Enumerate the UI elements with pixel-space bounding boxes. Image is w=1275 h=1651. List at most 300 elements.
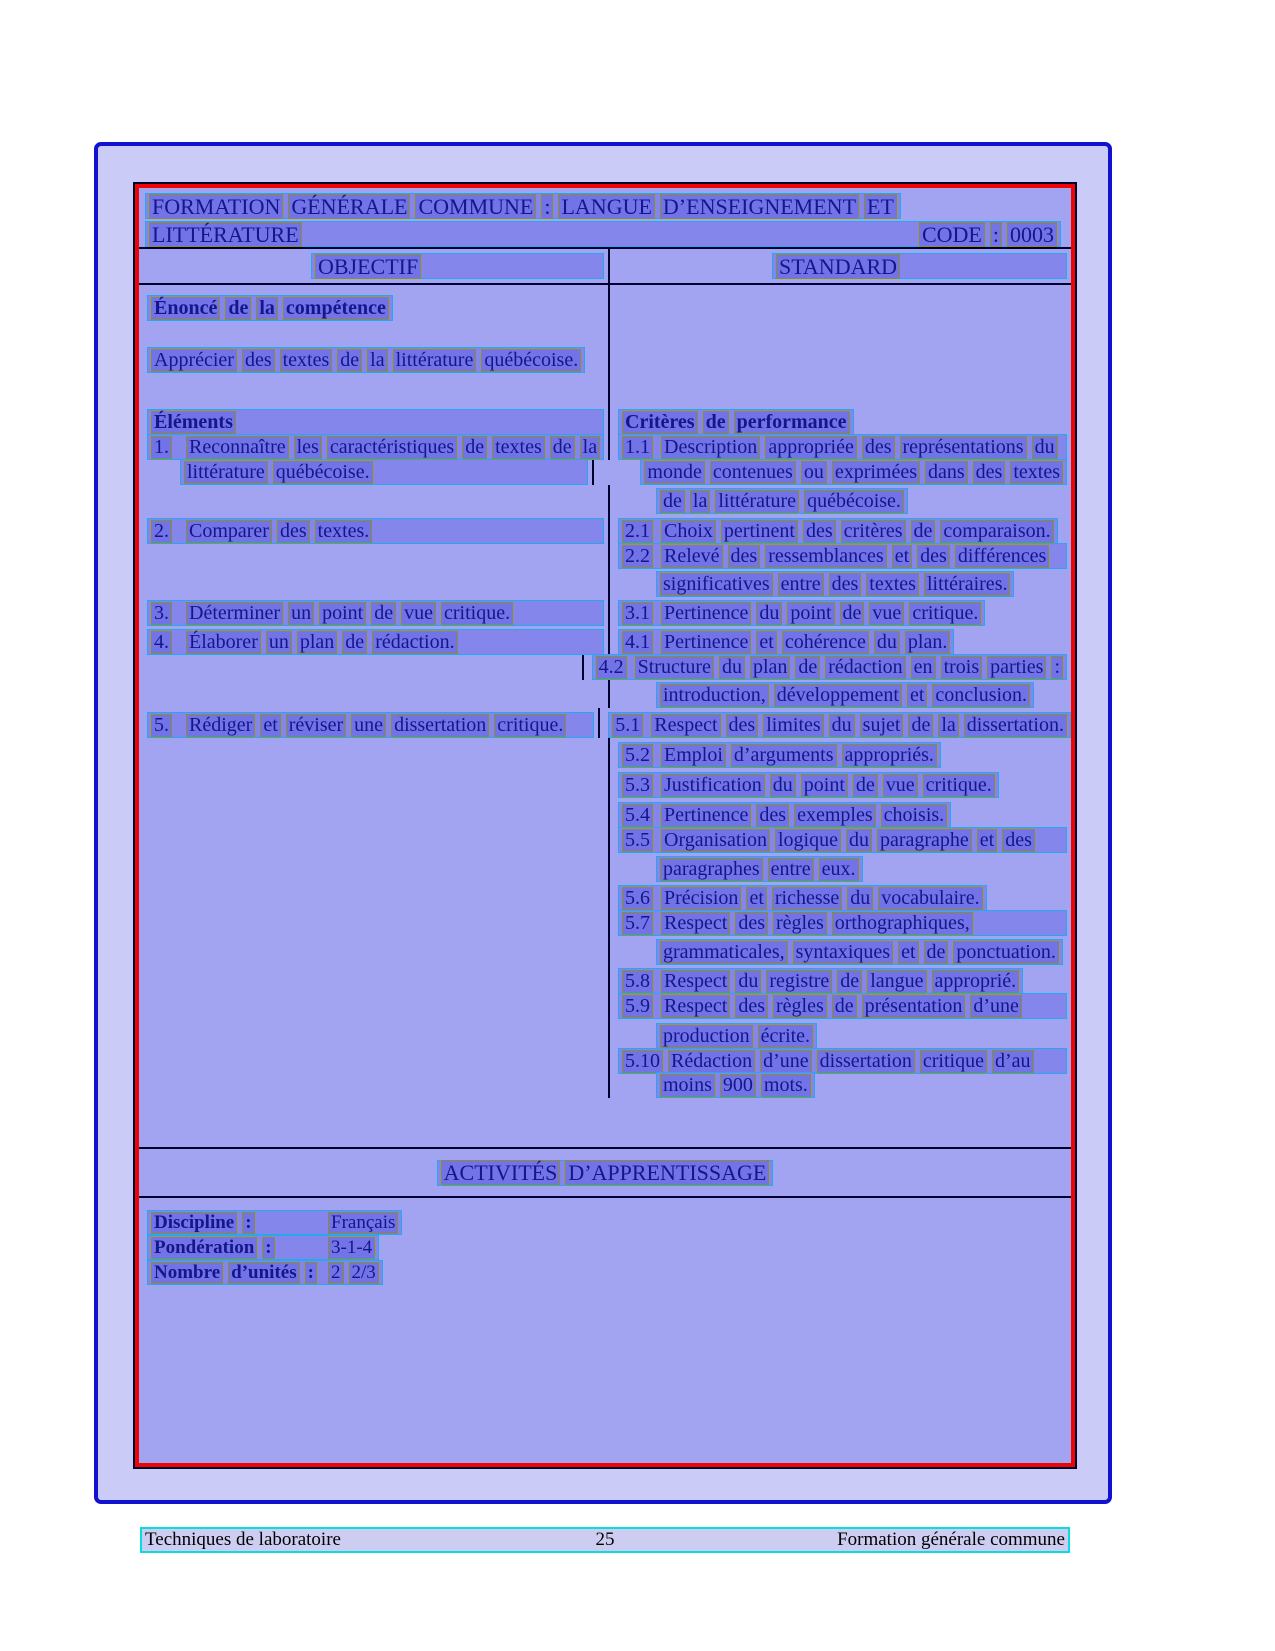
word-box: point	[801, 774, 848, 797]
content-row	[139, 1074, 1071, 1098]
content-row	[139, 994, 1071, 1019]
item-number	[622, 774, 656, 797]
word-box: littérature	[715, 490, 799, 513]
objectif-cell	[139, 518, 608, 544]
word-box: de	[371, 602, 396, 625]
content-row	[139, 569, 1071, 597]
content-row	[139, 544, 1071, 569]
word-box: du	[770, 774, 796, 797]
word-box: approprié.	[932, 970, 1020, 993]
content-row	[139, 882, 1071, 911]
word-box: Emploi	[661, 744, 726, 767]
word-box: textes	[866, 573, 919, 596]
word-box: Discipline	[151, 1212, 237, 1234]
standard-cell	[608, 798, 1071, 828]
word-box: du	[847, 887, 873, 910]
standard-cell	[608, 1074, 1071, 1098]
detail-row	[147, 1210, 1071, 1235]
standard-cell	[608, 738, 1071, 768]
content-row	[139, 708, 1071, 738]
item-line-strip	[147, 600, 604, 626]
item-number	[622, 912, 656, 935]
word-box: Structure	[635, 656, 714, 679]
word-box: Respect	[661, 912, 730, 935]
line-strip	[640, 459, 1067, 485]
word-box: :	[262, 1237, 274, 1259]
content-row	[139, 965, 1071, 994]
word-box: de	[660, 490, 685, 513]
word-box: 5.5	[622, 829, 653, 852]
word-box: et	[260, 714, 280, 737]
word-box: production	[660, 1025, 753, 1048]
content-row	[139, 853, 1071, 882]
word-box: 5.6	[622, 887, 653, 910]
title-code-strip	[145, 221, 1061, 247]
item-line-strip	[618, 600, 985, 626]
standard-cell	[608, 403, 1071, 435]
details-section	[139, 1198, 1071, 1463]
word-box: du	[1032, 436, 1058, 459]
column-header-standard	[608, 249, 1071, 283]
word-box: écrite.	[758, 1025, 813, 1048]
standard-cell	[608, 768, 1071, 798]
standard-cell	[608, 373, 1071, 403]
standard-cell	[608, 994, 1071, 1019]
word-box: ponctuation.	[953, 941, 1058, 964]
word-box: de	[337, 349, 362, 372]
word-box: des	[728, 545, 761, 568]
standard-cell	[608, 349, 1071, 373]
standard-cell	[608, 1049, 1071, 1074]
item-number	[622, 995, 656, 1018]
word-box: OBJECTIF	[315, 254, 421, 279]
word-box: 3.	[151, 602, 172, 625]
word-box: Comparer	[186, 520, 272, 543]
word-box: critique	[920, 1050, 987, 1073]
detail-row	[147, 1235, 1071, 1260]
content-row	[139, 626, 1071, 655]
line-strip	[656, 856, 863, 882]
footer-page-number: 25	[595, 1529, 615, 1550]
detail-value	[328, 1237, 375, 1259]
standard-cell	[608, 597, 1071, 626]
word-box: Relevé	[661, 545, 723, 568]
word-box: Critères	[622, 411, 698, 434]
word-box: richesse	[772, 887, 842, 910]
detail-strip	[147, 1235, 379, 1260]
word-box: littérature	[184, 461, 268, 484]
word-box: un	[288, 602, 314, 625]
objectif-cell	[139, 629, 608, 655]
word-box: cohérence	[782, 631, 869, 654]
word-box: du	[756, 602, 782, 625]
word-box: appropriés.	[842, 744, 937, 767]
standard-cell	[598, 708, 1071, 738]
word-box: 5.2	[622, 744, 653, 767]
spacer-row	[139, 373, 1071, 403]
word-box: règles	[773, 912, 827, 935]
standard-cell	[608, 680, 1071, 708]
word-box: littérature	[393, 349, 477, 372]
word-box: rédaction.	[372, 631, 457, 654]
word-box: Pertinence	[661, 631, 751, 654]
word-box: Rédiger	[186, 714, 255, 737]
word-box: d’unités	[228, 1262, 299, 1284]
word-box: du	[829, 714, 855, 737]
word-box: 0003	[1007, 222, 1057, 247]
word-box: 4.1	[622, 631, 653, 654]
item-number	[622, 436, 656, 459]
content-row	[139, 349, 1071, 373]
word-box: de	[832, 995, 857, 1018]
detail-label	[151, 1237, 323, 1259]
word-box: limites	[763, 714, 823, 737]
word-box: critique.	[923, 774, 995, 797]
line-strip	[656, 939, 1063, 965]
item-number	[151, 520, 181, 543]
item-number	[612, 714, 646, 737]
word-box: Élaborer	[186, 631, 261, 654]
word-box: 5.3	[622, 774, 653, 797]
standard-cell	[608, 321, 1071, 349]
word-box: et	[898, 941, 918, 964]
word-box: et	[756, 631, 776, 654]
word-box: 2/3	[349, 1262, 379, 1284]
spacer-row	[139, 321, 1071, 349]
word-box: du	[846, 829, 872, 852]
title-littérature-group	[149, 222, 302, 247]
word-box: trois	[941, 656, 983, 679]
word-box: Pertinence	[661, 602, 751, 625]
item-number	[596, 656, 630, 679]
word-box: de	[840, 602, 865, 625]
item-number	[622, 970, 656, 993]
word-box: pertinent	[721, 520, 798, 543]
word-box: entre	[768, 858, 814, 881]
content-row	[139, 460, 1071, 485]
item-line-strip	[592, 654, 1067, 680]
word-box: monde	[644, 461, 704, 484]
word-box: ACTIVITÉS	[441, 1160, 561, 1185]
code-label	[919, 222, 1057, 247]
word-box: la	[256, 297, 278, 320]
word-box: des	[803, 520, 836, 543]
item-line-strip	[147, 629, 604, 655]
word-box: plan	[297, 631, 337, 654]
word-box: Nombre	[151, 1262, 223, 1284]
word-box: représentations	[900, 436, 1027, 459]
item-line-strip	[618, 434, 1067, 460]
word-box: de	[462, 436, 487, 459]
word-box: :	[1051, 656, 1063, 679]
word-box: performance	[734, 411, 850, 434]
word-box: Pondération	[151, 1237, 257, 1259]
word-box: GÉNÉRALE	[288, 194, 410, 219]
content-row	[139, 435, 1071, 460]
standard-cell	[608, 965, 1071, 994]
item-number	[622, 545, 656, 568]
content-row	[139, 768, 1071, 798]
line-strip	[656, 571, 1014, 597]
word-box: caractéristiques	[327, 436, 457, 459]
item-line-strip	[147, 434, 604, 460]
column-header-objectif	[139, 249, 608, 283]
word-box: et	[977, 829, 997, 852]
footer-right: Formation générale commune	[837, 1529, 1065, 1550]
content-row	[139, 1049, 1071, 1074]
word-box: exprimées	[832, 461, 920, 484]
content-row	[139, 738, 1071, 768]
word-box: 3-1-4	[328, 1237, 375, 1259]
word-box: D’ENSEIGNEMENT	[660, 194, 859, 219]
word-box: de	[924, 941, 949, 964]
line-strip	[656, 1072, 815, 1098]
word-box: de	[225, 297, 251, 320]
word-box: 2.	[151, 520, 172, 543]
word-box: Respect	[651, 714, 720, 737]
standard-cell	[582, 655, 1071, 680]
word-box: des	[735, 995, 768, 1018]
word-box: des	[735, 912, 768, 935]
item-line-strip	[618, 518, 1058, 544]
word-box: 4.2	[596, 656, 627, 679]
word-box: et	[746, 887, 766, 910]
word-box: 3.1	[622, 602, 653, 625]
word-box: dissertation.	[964, 714, 1067, 737]
word-box: COMMUNE	[415, 194, 536, 219]
content-row	[139, 828, 1071, 853]
word-box: de	[837, 970, 862, 993]
word-box: d’une	[970, 995, 1022, 1018]
detail-row	[147, 1260, 1071, 1285]
word-box: Rédaction	[668, 1050, 755, 1073]
objectif-strip	[311, 253, 604, 279]
objectif-cell	[139, 347, 608, 373]
content-row	[139, 936, 1071, 965]
content-row	[139, 680, 1071, 708]
word-box: LANGUE	[558, 194, 654, 219]
detail-label	[151, 1262, 323, 1284]
word-box: Français	[328, 1212, 398, 1234]
word-box: québécoise.	[481, 349, 581, 372]
word-box: du	[735, 970, 761, 993]
word-box: dissertation	[817, 1050, 915, 1073]
word-box: de	[908, 714, 933, 737]
word-box: ou	[801, 461, 827, 484]
content-row	[139, 403, 1071, 435]
word-box: entre	[778, 573, 824, 596]
word-box: 5.4	[622, 804, 653, 827]
word-box: logique	[775, 829, 841, 852]
word-box: significatives	[660, 573, 773, 596]
word-box: et	[892, 545, 912, 568]
word-box: orthographiques,	[832, 912, 973, 935]
standard-cell	[608, 853, 1071, 882]
line-strip	[656, 682, 1034, 708]
word-box: appropriée	[765, 436, 857, 459]
word-box: :	[242, 1212, 254, 1234]
standard-cell	[608, 569, 1071, 597]
word-box: de	[703, 411, 729, 434]
word-box: conclusion.	[932, 684, 1030, 707]
word-box: exemples	[794, 804, 876, 827]
line-strip	[618, 409, 854, 435]
word-box: Pertinence	[661, 804, 751, 827]
word-box: en	[911, 656, 936, 679]
word-box: 1.	[151, 436, 172, 459]
word-box: des	[973, 461, 1006, 484]
word-box: 5.1	[612, 714, 643, 737]
item-number	[622, 520, 656, 543]
title-line-strip	[145, 193, 901, 219]
item-line-strip	[618, 742, 941, 768]
word-box: Déterminer	[186, 602, 283, 625]
table-title-row	[139, 188, 1071, 249]
word-box: :	[305, 1262, 317, 1284]
word-box: Énoncé	[151, 297, 220, 320]
activities-title-strip	[437, 1160, 774, 1186]
standard-cell	[608, 435, 1071, 460]
item-line-strip	[618, 993, 1067, 1019]
item-line-strip	[618, 543, 1067, 569]
item-number	[622, 829, 656, 852]
objectif-cell	[139, 459, 592, 485]
word-box: 2.1	[622, 520, 653, 543]
word-box: ET	[864, 194, 897, 219]
item-line-strip	[618, 885, 987, 911]
word-box: STANDARD	[776, 254, 900, 279]
word-box: 5.8	[622, 970, 653, 993]
word-box: Organisation	[661, 829, 770, 852]
content-row	[139, 655, 1071, 680]
content-row	[139, 485, 1071, 514]
word-box: 2	[328, 1262, 344, 1284]
word-box: réviser	[286, 714, 346, 737]
word-box: critique.	[441, 602, 513, 625]
standard-cell	[608, 1019, 1071, 1049]
item-number	[151, 436, 181, 459]
word-box: 5.	[151, 714, 172, 737]
line-strip	[656, 488, 908, 514]
word-box: un	[266, 631, 292, 654]
standard-cell	[608, 936, 1071, 965]
word-box: 1.1	[622, 436, 653, 459]
word-box: eux.	[819, 858, 859, 881]
objectif-standard-content	[139, 285, 1071, 1149]
objectif-cell	[139, 600, 608, 626]
word-box: CODE	[919, 222, 985, 247]
word-box: sujet	[860, 714, 904, 737]
word-box: différences	[955, 545, 1049, 568]
content-row	[139, 514, 1071, 544]
word-box: la	[580, 436, 600, 459]
word-box: 5.9	[622, 995, 653, 1018]
objectif-cell	[139, 434, 608, 460]
standard-cell	[608, 514, 1071, 544]
word-box: dissertation	[391, 714, 489, 737]
word-box: Apprécier	[151, 349, 237, 372]
item-line-strip	[618, 629, 954, 655]
word-box: plan.	[905, 631, 950, 654]
competency-table	[133, 182, 1077, 1469]
word-box: rédaction	[825, 656, 905, 679]
word-box: dans	[925, 461, 968, 484]
word-box: LITTÉRATURE	[149, 222, 302, 247]
title-line-2	[145, 221, 1065, 247]
word-box: textes	[280, 349, 333, 372]
word-box: de	[550, 436, 575, 459]
detail-value	[328, 1262, 379, 1284]
footer-left: Techniques de laboratoire	[145, 1529, 341, 1550]
word-box: 900	[720, 1074, 756, 1097]
word-box: 2.2	[622, 545, 653, 568]
standard-cell	[608, 626, 1071, 655]
line-strip	[180, 459, 588, 485]
word-box: développement	[774, 684, 902, 707]
item-line-strip	[618, 772, 999, 798]
word-box: des	[756, 804, 789, 827]
word-box: du	[874, 631, 900, 654]
item-number	[151, 602, 181, 625]
word-box: des	[829, 573, 862, 596]
word-box: vue	[869, 602, 904, 625]
word-box: 5.10	[622, 1050, 663, 1073]
standard-cell	[608, 485, 1071, 514]
word-box: vue	[883, 774, 918, 797]
word-box: des	[1002, 829, 1035, 852]
word-box: registre	[766, 970, 832, 993]
word-box: critères	[841, 520, 906, 543]
word-box: règles	[773, 995, 827, 1018]
item-line-strip	[618, 910, 1067, 936]
detail-value	[328, 1212, 398, 1234]
word-box: de	[911, 520, 936, 543]
item-number	[622, 1050, 663, 1073]
word-box: Choix	[661, 520, 716, 543]
word-box: de	[342, 631, 367, 654]
word-box: des	[242, 349, 275, 372]
word-box: Respect	[661, 970, 730, 993]
word-box: paragraphe	[877, 829, 972, 852]
content-row	[139, 911, 1071, 936]
word-box: syntaxiques	[793, 941, 893, 964]
word-box: textes.	[315, 520, 373, 543]
word-box: critique.	[494, 714, 566, 737]
word-box: des	[726, 714, 759, 737]
word-box: Précision	[661, 887, 741, 910]
table-red-border	[135, 184, 1075, 1467]
line-strip	[147, 295, 393, 321]
word-box: de	[795, 656, 820, 679]
word-box: compétence	[283, 297, 389, 320]
footer-bar	[140, 1527, 1070, 1553]
content-row	[139, 297, 1071, 321]
word-box: point	[319, 602, 366, 625]
item-number	[622, 744, 656, 767]
word-box: d’une	[760, 1050, 812, 1073]
word-box: langue	[867, 970, 926, 993]
standard-cell	[592, 460, 1071, 485]
word-box: littéraires.	[924, 573, 1011, 596]
word-box: la	[367, 349, 387, 372]
line-strip	[656, 1023, 817, 1049]
word-box: présentation	[862, 995, 966, 1018]
word-box: choisis.	[881, 804, 948, 827]
item-line-strip	[618, 968, 1023, 994]
item-number	[622, 631, 656, 654]
item-line-strip	[618, 1048, 1067, 1074]
word-box: vocabulaire.	[878, 887, 982, 910]
